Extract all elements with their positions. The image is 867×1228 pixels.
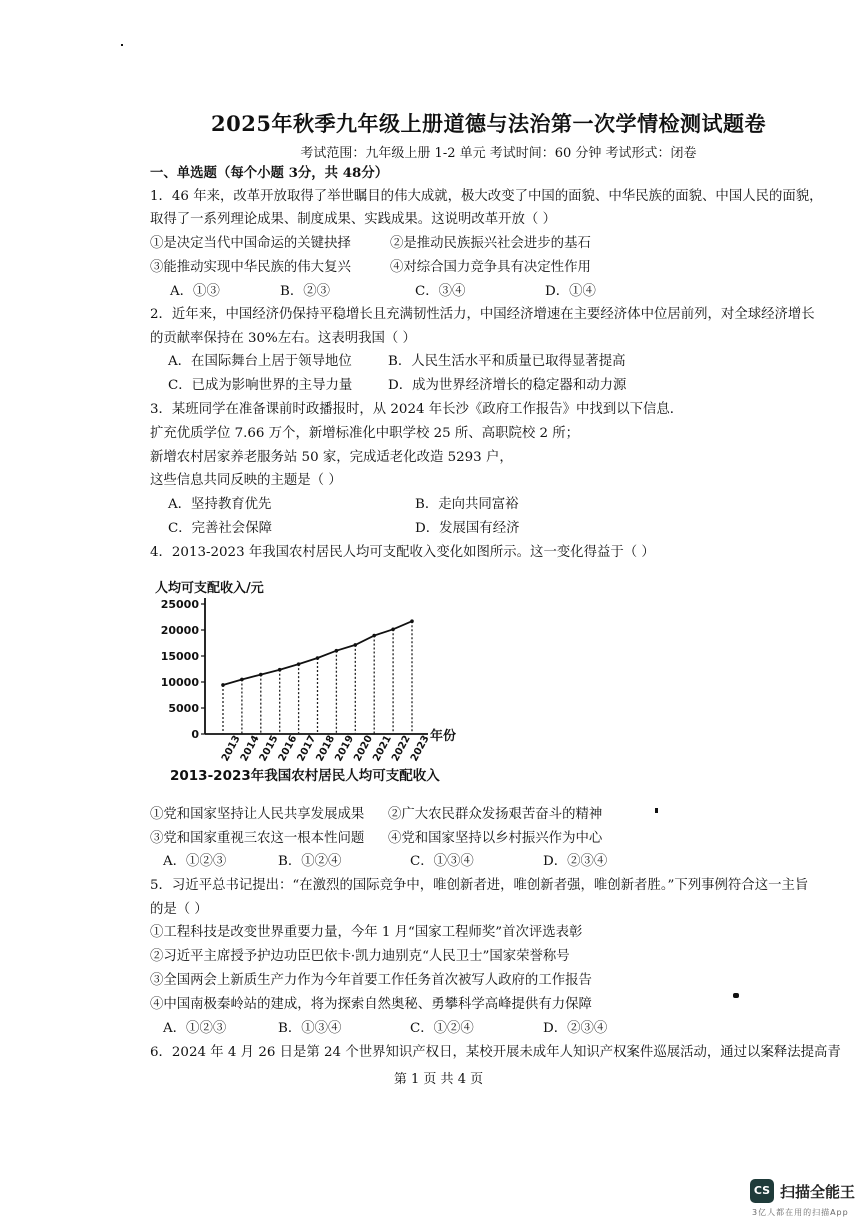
q4-option-c: C．①③④	[410, 854, 474, 869]
chart-y-tick-label: 15000	[160, 650, 199, 663]
q5-statement-3: ③全国两会上新质生产力作为今年首要工作任务首次被写人政府的工作报告	[150, 973, 592, 988]
q1-statement-3: ③能推动实现中华民族的伟大复兴	[150, 260, 351, 275]
q5-option-c: C．①②④	[410, 1021, 474, 1036]
scan-speck	[655, 808, 658, 813]
q5-option-a: A．①②③	[163, 1021, 227, 1036]
q4-statement-1: ①党和国家坚持让人民共享发展成果	[150, 807, 365, 822]
income-chart	[150, 575, 470, 785]
q5-stem-line1: 5．习近平总书记提出：“在激烈的国际竞争中，唯创新者进，唯创新者强，唯创新者胜。”下列事例符合这一主旨	[150, 878, 809, 893]
chart-ylabel: 人均可支配收入/元	[155, 581, 264, 596]
income-chart-svg	[150, 575, 470, 785]
q1-option-c: C．③④	[415, 284, 466, 299]
q5-statement-4: ④中国南极秦岭站的建成，将为探索自然奥秘、勇攀科学高峰提供有力保障	[150, 997, 592, 1012]
chart-point	[240, 678, 244, 682]
q4-statement-2: ②广大农民群众发扬艰苦奋斗的精神	[388, 807, 603, 822]
q3-stem-line1: 3．某班同学在准备课前时政播报时，从 2024 年长沙《政府工作报告》中找到以下信息．	[150, 402, 684, 417]
section-heading: 一、单选题（每个小题 3分，共 48分）	[150, 165, 389, 181]
q3-option-a: A．坚持教育优先	[168, 497, 272, 512]
page-number: 第 1 页 共 4 页	[393, 1072, 484, 1087]
q3-option-b: B．走向共同富裕	[415, 497, 519, 512]
scanner-slogan: 3亿人都在用的扫描App	[752, 1208, 849, 1217]
chart-point	[259, 673, 263, 677]
scan-speck	[121, 44, 123, 46]
q2-option-c: C．已成为影响世界的主导力量	[168, 378, 353, 393]
chart-x-tick-label: 2020	[352, 733, 376, 764]
chart-x-tick-label: 2015	[257, 733, 281, 764]
q5-stem-line2: 的是（ ）	[150, 902, 208, 917]
chart-x-tick-label: 2017	[295, 733, 319, 764]
chart-y-tick-label: 10000	[160, 676, 199, 689]
chart-x-tick-label: 2019	[333, 733, 357, 764]
chart-y-tick-label: 20000	[160, 624, 199, 637]
q5-option-d: D．②③④	[543, 1021, 608, 1036]
chart-x-tick-label: 2021	[371, 733, 394, 764]
chart-x-tick-label: 2022	[390, 733, 413, 764]
q4-option-d: D．②③④	[543, 854, 608, 869]
q1-option-a: A．①③	[170, 284, 220, 299]
chart-x-tick-label: 2016	[276, 733, 300, 764]
q1-option-d: D．①④	[545, 284, 596, 299]
q4-option-b: B．①②④	[278, 854, 342, 869]
q1-statement-4: ④对综合国力竞争具有决定性作用	[390, 260, 591, 275]
q4-stem: 4．2013-2023 年我国农村居民人均可支配收入变化如图所示。这一变化得益于（ ）	[150, 545, 655, 560]
q4-option-a: A．①②③	[163, 854, 227, 869]
q3-stem-line2: 扩充优质学位 7.66 万个，新增标准化中职学校 25 所、高职院校 2 所；	[150, 426, 580, 441]
chart-x-tick-label: 2014	[238, 733, 262, 764]
chart-x-tick-label: 2023	[408, 733, 432, 764]
chart-y-tick-label: 0	[191, 728, 199, 741]
chart-point	[278, 668, 282, 672]
q6-stem-line1: 6．2024 年 4 月 26 日是第 24 个世界知识产权日，某校开展未成年人知识产权案件巡展活动，通过以案释法提高青	[150, 1045, 841, 1060]
q2-option-d: D．成为世界经济增长的稳定器和动力源	[388, 378, 627, 393]
q1-stem-line1: 1．46 年来，改革开放取得了举世瞩目的伟大成就，极大改变了中国的面貌、中华民族的面貌、中国人民的面貌，	[150, 189, 823, 204]
q2-stem-line2: 的贡献率保持在 30%左右。这表明我国（ ）	[150, 331, 416, 346]
chart-point	[316, 656, 320, 660]
exam-meta: 考试范围：九年级上册 1-2 单元 考试时间：60 分钟 考试形式：闭卷	[300, 146, 697, 161]
q1-statement-1: ①是决定当代中国命运的关键抉择	[150, 236, 351, 251]
scan-speck	[733, 993, 739, 998]
q2-option-a: A．在国际舞台上居于领导地位	[168, 354, 352, 369]
q3-option-c: C．完善社会保障	[168, 521, 272, 536]
chart-title: 2013-2023年我国农村居民人均可支配收入	[170, 768, 440, 784]
scanner-watermark	[748, 1177, 858, 1221]
scanner-app-name: 扫描全能王	[780, 1183, 856, 1201]
chart-y-tick-label: 25000	[160, 598, 199, 611]
q1-stem-line2: 取得了一系列理论成果、制度成果、实践成果。这说明改革开放（ ）	[150, 212, 556, 227]
q3-option-d: D．发展国有经济	[415, 521, 520, 536]
chart-point	[372, 634, 376, 638]
q3-stem-line4: 这些信息共同反映的主题是（ ）	[150, 473, 342, 488]
q5-statement-2: ②习近平主席授予护边功臣巴依卡·凯力迪别克“人民卫士”国家荣誉称号	[150, 949, 570, 964]
q1-statement-2: ②是推动民族振兴社会进步的基石	[390, 236, 591, 251]
chart-point	[335, 649, 339, 653]
chart-x-tick-label: 2013	[219, 733, 243, 764]
q5-option-b: B．①③④	[278, 1021, 342, 1036]
chart-y-tick-label: 5000	[168, 702, 199, 715]
exam-title: 2025年秋季九年级上册道德与法治第一次学情检测试题卷	[211, 111, 766, 136]
chart-point	[391, 628, 395, 632]
chart-point	[297, 662, 301, 666]
scanner-logo-icon: CS	[750, 1179, 774, 1203]
chart-point	[221, 683, 225, 687]
q2-option-b: B．人民生活水平和质量已取得显著提高	[388, 354, 626, 369]
q4-statement-3: ③党和国家重视三农这一根本性问题	[150, 831, 365, 846]
q1-option-b: B．②③	[280, 284, 331, 299]
chart-x-tick-label: 2018	[314, 733, 338, 764]
chart-xlabel: 年份	[430, 729, 457, 744]
chart-point	[354, 643, 358, 647]
q3-stem-line3: 新增农村居家养老服务站 50 家，完成适老化改造 5293 户，	[150, 450, 513, 465]
q2-stem-line1: 2．近年来，中国经济仍保持平稳增长且充满韧性活力，中国经济增速在主要经济体中位居前列，对全球经济增长	[150, 307, 815, 322]
q5-statement-1: ①工程科技是改变世界重要力量，今年 1 月“国家工程师奖”首次评选表彰	[150, 925, 583, 940]
chart-point	[410, 619, 414, 623]
q4-statement-4: ④党和国家坚持以乡村振兴作为中心	[388, 831, 603, 846]
